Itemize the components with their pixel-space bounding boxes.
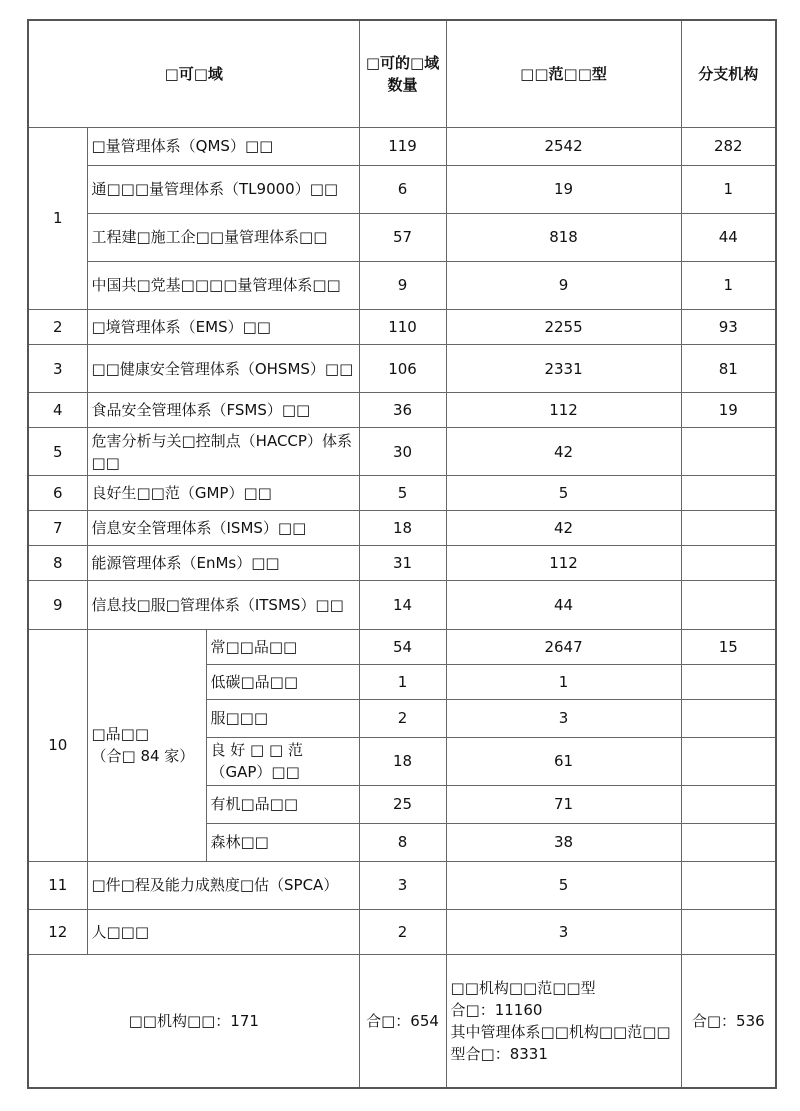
product-group-title: □品□□ <box>91 725 150 744</box>
scope-count: 5 <box>446 476 681 511</box>
cert-name: 信息安全管理体系（ISMS）□□ <box>87 511 359 546</box>
field-count: 2 <box>359 699 446 737</box>
cert-name: □境管理体系（EMS）□□ <box>87 309 359 344</box>
field-count: 3 <box>359 861 446 909</box>
product-cert-name: 森林□□ <box>206 823 359 861</box>
branch-count <box>681 511 776 546</box>
total-branches: 合□：536 <box>681 955 776 1088</box>
field-count: 54 <box>359 629 446 664</box>
table-row <box>28 861 776 909</box>
branch-count <box>681 785 776 823</box>
field-count: 30 <box>359 428 446 476</box>
cert-name: 通□□□量管理体系（TL9000）□□ <box>87 165 359 213</box>
scope-count: 112 <box>446 393 681 428</box>
row-number: 6 <box>28 476 87 511</box>
header-field-count: □可的□域数量 <box>359 20 446 127</box>
scope-count: 42 <box>446 511 681 546</box>
branch-count <box>681 581 776 629</box>
product-group-name <box>87 629 206 861</box>
table-row <box>28 511 776 546</box>
cert-name: □件□程及能力成熟度□估（SPCA） <box>87 861 359 909</box>
field-count: 2 <box>359 910 446 955</box>
field-count: 106 <box>359 345 446 393</box>
scope-count: 19 <box>446 165 681 213</box>
cert-name: 信息技□服□管理体系（ITSMS）□□ <box>87 581 359 629</box>
total-orgs: □□机构□□：171 <box>28 955 359 1088</box>
cert-name: 良好生□□范（GMP）□□ <box>87 476 359 511</box>
row-number: 3 <box>28 345 87 393</box>
scope-count: 3 <box>446 699 681 737</box>
scope-count: 2255 <box>446 309 681 344</box>
cert-name: 人□□□ <box>87 910 359 955</box>
scope-count: 44 <box>446 581 681 629</box>
field-count: 6 <box>359 165 446 213</box>
branch-count <box>681 428 776 476</box>
scope-count: 2647 <box>446 629 681 664</box>
cert-name: 食品安全管理体系（FSMS）□□ <box>87 393 359 428</box>
field-count: 9 <box>359 261 446 309</box>
certification-table <box>27 19 777 1089</box>
total-scope <box>446 955 681 1088</box>
header-field: □可□域 <box>28 20 359 127</box>
totals-row <box>28 955 776 1088</box>
table-row <box>28 476 776 511</box>
row-number: 8 <box>28 546 87 581</box>
branch-count <box>681 699 776 737</box>
scope-count: 1 <box>446 664 681 699</box>
table-row <box>28 910 776 955</box>
branch-count <box>681 546 776 581</box>
scope-count: 71 <box>446 785 681 823</box>
row-number: 2 <box>28 309 87 344</box>
scope-count: 61 <box>446 737 681 785</box>
branch-count <box>681 910 776 955</box>
field-count: 5 <box>359 476 446 511</box>
field-count: 18 <box>359 737 446 785</box>
field-count: 119 <box>359 127 446 165</box>
product-cert-name: 常□□品□□ <box>206 629 359 664</box>
row-number: 9 <box>28 581 87 629</box>
branch-count: 1 <box>681 165 776 213</box>
table-row <box>28 165 776 213</box>
table-row <box>28 428 776 476</box>
row-number: 1 <box>28 127 87 309</box>
field-count: 31 <box>359 546 446 581</box>
header-branches: 分支机构 <box>681 20 776 127</box>
field-count: 14 <box>359 581 446 629</box>
row-number: 11 <box>28 861 87 909</box>
row-number: 5 <box>28 428 87 476</box>
product-cert-name: 低碳□品□□ <box>206 664 359 699</box>
table-row <box>28 261 776 309</box>
table-row <box>28 546 776 581</box>
scope-count: 2331 <box>446 345 681 393</box>
total-scope-sum: 合□：11160 <box>450 1001 543 1020</box>
branch-count <box>681 823 776 861</box>
table-row <box>28 213 776 261</box>
total-field-count: 合□：654 <box>359 955 446 1088</box>
branch-count: 15 <box>681 629 776 664</box>
product-cert-name: 服□□□ <box>206 699 359 737</box>
table-row <box>28 581 776 629</box>
branch-count: 81 <box>681 345 776 393</box>
scope-count: 42 <box>446 428 681 476</box>
scope-count: 5 <box>446 861 681 909</box>
table-row <box>28 393 776 428</box>
cert-name: 中国共□党基□□□□量管理体系□□ <box>87 261 359 309</box>
total-scope-title: □□机构□□范□□型 <box>450 979 596 998</box>
branch-count: 19 <box>681 393 776 428</box>
branch-count <box>681 664 776 699</box>
branch-count <box>681 476 776 511</box>
scope-count: 3 <box>446 910 681 955</box>
row-number: 4 <box>28 393 87 428</box>
header-scope-types: □□范□□型 <box>446 20 681 127</box>
row-number: 12 <box>28 910 87 955</box>
field-count: 110 <box>359 309 446 344</box>
product-cert-name: 有机□品□□ <box>206 785 359 823</box>
field-count: 36 <box>359 393 446 428</box>
cert-name: 危害分析与关□控制点（HACCP）体系□□ <box>87 428 359 476</box>
branch-count: 1 <box>681 261 776 309</box>
product-cert-name: 良 好 □ □ 范（GAP）□□ <box>206 737 359 785</box>
scope-count: 38 <box>446 823 681 861</box>
scope-count: 112 <box>446 546 681 581</box>
total-scope-management: 其中管理体系□□机构□□范□□型合□：8331 <box>450 1023 671 1064</box>
branch-count: 282 <box>681 127 776 165</box>
table-row <box>28 127 776 165</box>
cert-name: □□健康安全管理体系（OHSMS）□□ <box>87 345 359 393</box>
cert-name: 工程建□施工企□□量管理体系□□ <box>87 213 359 261</box>
branch-count <box>681 737 776 785</box>
scope-count: 818 <box>446 213 681 261</box>
table-row <box>28 345 776 393</box>
row-number: 10 <box>28 629 87 861</box>
branch-count <box>681 861 776 909</box>
cert-name: 能源管理体系（EnMs）□□ <box>87 546 359 581</box>
row-number: 7 <box>28 511 87 546</box>
field-count: 57 <box>359 213 446 261</box>
header-row <box>28 20 776 127</box>
table-row <box>28 309 776 344</box>
table-row <box>28 629 776 664</box>
field-count: 18 <box>359 511 446 546</box>
field-count: 25 <box>359 785 446 823</box>
branch-count: 93 <box>681 309 776 344</box>
cert-name: □量管理体系（QMS）□□ <box>87 127 359 165</box>
scope-count: 9 <box>446 261 681 309</box>
scope-count: 2542 <box>446 127 681 165</box>
product-group-subtotal: （合□ 84 家） <box>91 747 195 766</box>
field-count: 8 <box>359 823 446 861</box>
branch-count: 44 <box>681 213 776 261</box>
field-count: 1 <box>359 664 446 699</box>
